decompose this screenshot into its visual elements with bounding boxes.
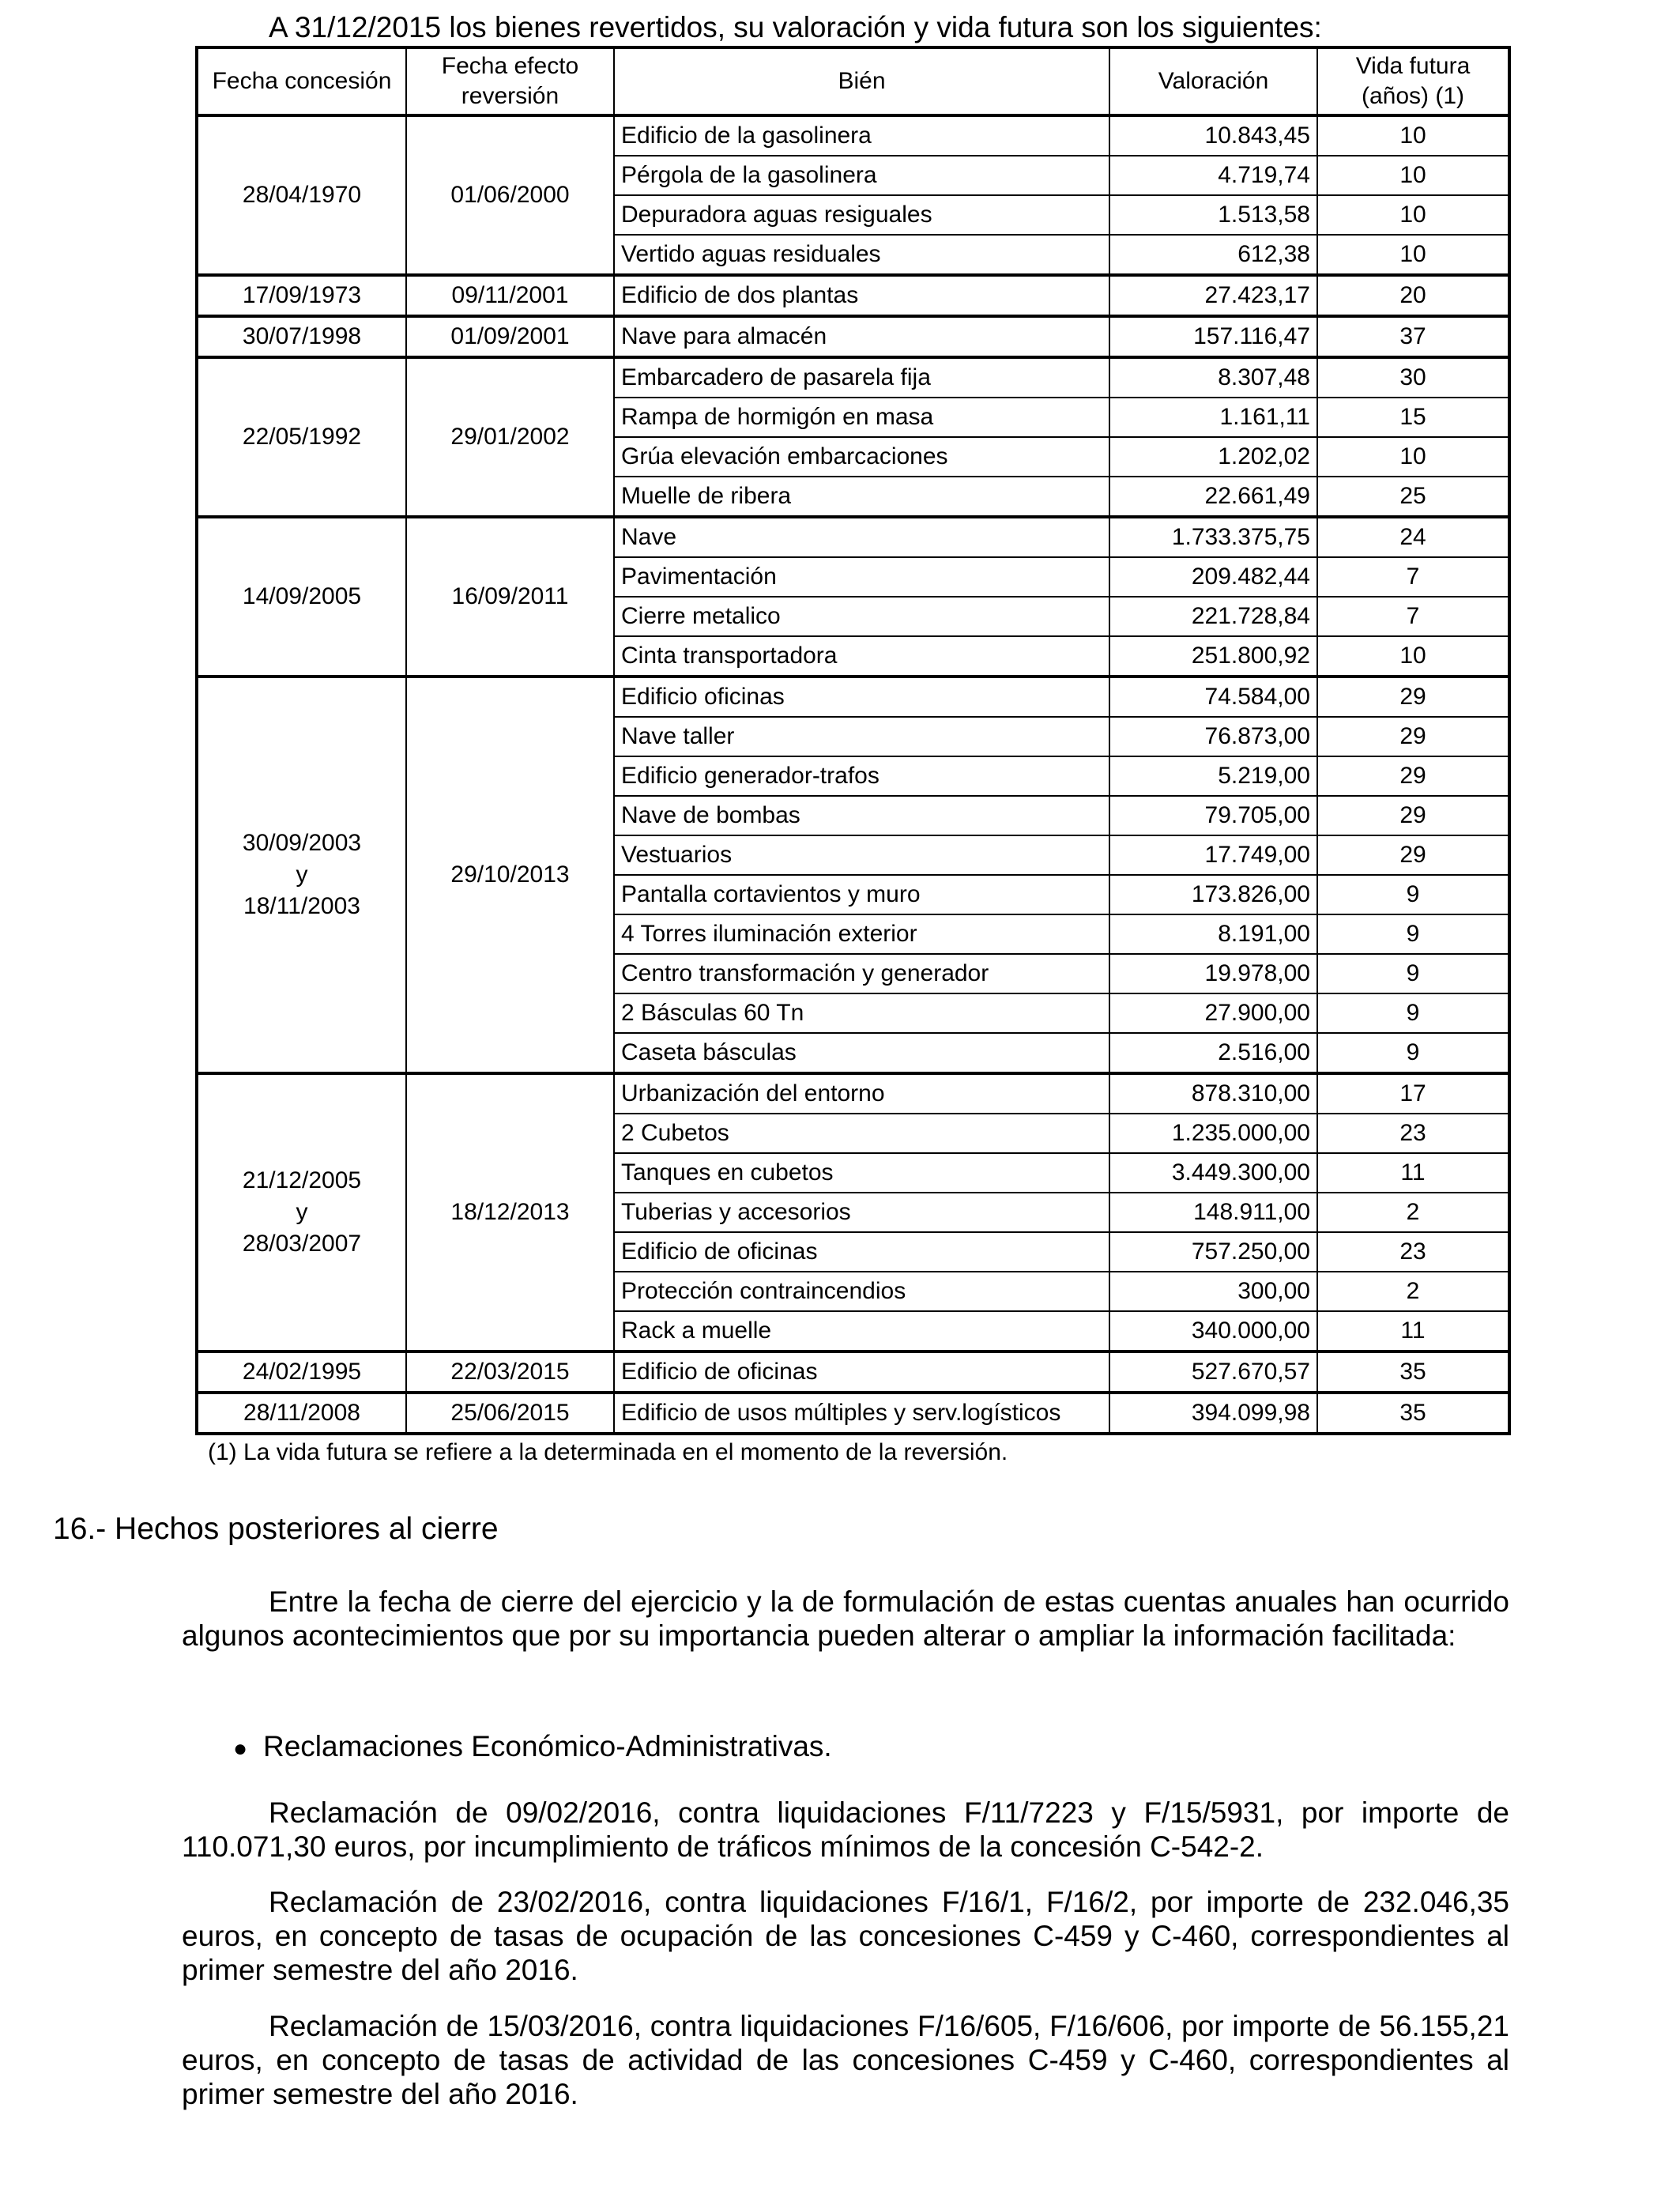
cell-bien: Pantalla cortavientos y muro (614, 875, 1109, 914)
cell-vida-futura: 29 (1317, 835, 1509, 875)
cell-bien: Rack a muelle (614, 1311, 1109, 1351)
table-group (197, 275, 1509, 316)
cell-fecha-efecto: 22/03/2015 (406, 1351, 614, 1393)
cell-fecha-concesion (197, 677, 406, 1073)
cell-fecha-concesion (197, 357, 406, 517)
cell-fecha-efecto: 01/06/2000 (406, 115, 614, 275)
cell-valoracion: 1.513,58 (1109, 195, 1317, 235)
cell-vida-futura: 10 (1317, 195, 1509, 235)
fecha-concesion-line: 17/09/1973 (242, 282, 362, 308)
cell-bien: Nave (614, 517, 1109, 557)
table-group (197, 115, 1509, 275)
cell-bien: Protección contraincendios (614, 1272, 1109, 1311)
cell-valoracion: 221.728,84 (1109, 597, 1317, 636)
cell-bien: Caseta básculas (614, 1033, 1109, 1073)
cell-bien: Edificio oficinas (614, 677, 1109, 717)
cell-vida-futura: 9 (1317, 1033, 1509, 1073)
fecha-concesion-line: 24/02/1995 (242, 1359, 362, 1385)
fecha-concesion-line: 28/03/2007 (242, 1231, 362, 1257)
fecha-concesion-line: 21/12/2005 (242, 1167, 362, 1193)
cell-bien: Edificio generador-trafos (614, 756, 1109, 796)
table-row (197, 517, 1509, 557)
paragraph-reclamacion-3: Reclamación de 15/03/2016, contra liquidaciones F/16/605, F/16/606, por importe de 56.155,21 euros, en concepto de tasas de actividad de las concesiones C-459 y C-460, correspondientes al primer semestre del año 2016. (182, 2010, 1509, 2110)
cell-vida-futura: 10 (1317, 636, 1509, 677)
cell-vida-futura: 15 (1317, 398, 1509, 437)
cell-fecha-concesion (197, 1073, 406, 1351)
cell-valoracion: 1.733.375,75 (1109, 517, 1317, 557)
cell-valoracion: 27.423,17 (1109, 275, 1317, 316)
cell-bien: Centro transformación y generador (614, 954, 1109, 993)
fecha-concesion-line: 30/07/1998 (242, 323, 362, 349)
cell-fecha-efecto: 18/12/2013 (406, 1073, 614, 1351)
cell-bien: Vestuarios (614, 835, 1109, 875)
cell-vida-futura: 37 (1317, 316, 1509, 357)
cell-vida-futura: 11 (1317, 1311, 1509, 1351)
header-fecha-efecto: Fecha efecto reversión (406, 47, 614, 115)
cell-valoracion: 148.911,00 (1109, 1193, 1317, 1232)
table-row (197, 275, 1509, 316)
fecha-concesion-line: 22/05/1992 (242, 424, 362, 450)
cell-valoracion: 251.800,92 (1109, 636, 1317, 677)
cell-vida-futura: 24 (1317, 517, 1509, 557)
intro-text: A 31/12/2015 los bienes revertidos, su valoración y vida futura son los siguientes: (269, 11, 1322, 43)
table-row (197, 316, 1509, 357)
cell-bien: Edificio de dos plantas (614, 275, 1109, 316)
cell-valoracion: 79.705,00 (1109, 796, 1317, 835)
cell-bien: 2 Básculas 60 Tn (614, 993, 1109, 1033)
cell-fecha-efecto: 16/09/2011 (406, 517, 614, 677)
cell-fecha-concesion (197, 517, 406, 677)
paragraph-intro: Entre la fecha de cierre del ejercicio y la de formulación de estas cuentas anuales han ocurrido algunos acontecimientos que por su importancia pueden alterar o ampliar la información facilitada: (182, 1585, 1509, 1652)
cell-bien: Grúa elevación embarcaciones (614, 437, 1109, 477)
cell-valoracion: 340.000,00 (1109, 1311, 1317, 1351)
cell-bien: Edificio de la gasolinera (614, 115, 1109, 156)
cell-vida-futura: 11 (1317, 1153, 1509, 1193)
cell-valoracion: 27.900,00 (1109, 993, 1317, 1033)
cell-bien: Tuberias y accesorios (614, 1193, 1109, 1232)
cell-bien: Cierre metalico (614, 597, 1109, 636)
cell-bien: Pavimentación (614, 557, 1109, 597)
cell-valoracion: 173.826,00 (1109, 875, 1317, 914)
cell-vida-futura: 29 (1317, 717, 1509, 756)
cell-bien: 2 Cubetos (614, 1114, 1109, 1153)
cell-vida-futura: 17 (1317, 1073, 1509, 1114)
cell-valoracion: 878.310,00 (1109, 1073, 1317, 1114)
cell-valoracion: 300,00 (1109, 1272, 1317, 1311)
cell-bien: Urbanización del entorno (614, 1073, 1109, 1114)
cell-bien: Depuradora aguas resiguales (614, 195, 1109, 235)
bullet-text: Reclamaciones Económico-Administrativas. (263, 1730, 832, 1762)
cell-vida-futura: 9 (1317, 875, 1509, 914)
cell-vida-futura: 29 (1317, 677, 1509, 717)
cell-valoracion: 3.449.300,00 (1109, 1153, 1317, 1193)
cell-valoracion: 5.219,00 (1109, 756, 1317, 796)
cell-vida-futura: 29 (1317, 756, 1509, 796)
cell-vida-futura: 9 (1317, 993, 1509, 1033)
cell-valoracion: 4.719,74 (1109, 156, 1317, 195)
cell-valoracion: 74.584,00 (1109, 677, 1317, 717)
cell-fecha-concesion (197, 316, 406, 357)
fecha-concesion-line: 28/04/1970 (242, 182, 362, 208)
header-vida-futura: Vida futura (años) (1) (1317, 47, 1509, 115)
cell-valoracion: 19.978,00 (1109, 954, 1317, 993)
fecha-concesion-line: y (296, 861, 308, 888)
fecha-concesion-line: y (296, 1199, 308, 1225)
table-group (197, 517, 1509, 677)
cell-vida-futura: 10 (1317, 235, 1509, 275)
cell-vida-futura: 10 (1317, 437, 1509, 477)
cell-valoracion: 757.250,00 (1109, 1232, 1317, 1272)
cell-vida-futura: 10 (1317, 115, 1509, 156)
fecha-concesion-line: 18/11/2003 (243, 893, 360, 919)
cell-valoracion: 612,38 (1109, 235, 1317, 275)
cell-vida-futura: 35 (1317, 1351, 1509, 1393)
table-row (197, 1073, 1509, 1114)
table-row (197, 677, 1509, 717)
table-group (197, 1073, 1509, 1351)
fecha-concesion-line: 14/09/2005 (242, 583, 362, 609)
cell-vida-futura: 20 (1317, 275, 1509, 316)
cell-bien: Rampa de hormigón en masa (614, 398, 1109, 437)
cell-vida-futura: 7 (1317, 557, 1509, 597)
cell-vida-futura: 9 (1317, 954, 1509, 993)
paragraph-reclamacion-1: Reclamación de 09/02/2016, contra liquidaciones F/11/7223 y F/15/5931, por importe de 110.071,30 euros, por incumplimiento de tráficos mínimos de la concesión C-542-2. (182, 1796, 1509, 1863)
cell-fecha-concesion (197, 1351, 406, 1393)
table-group (197, 357, 1509, 517)
cell-valoracion: 1.161,11 (1109, 398, 1317, 437)
paragraph-reclamacion-2: Reclamación de 23/02/2016, contra liquidaciones F/16/1, F/16/2, por importe de 232.046,35 euros, en concepto de tasas de ocupación de las concesiones C-459 y C-460, correspondientes al primer semestre del año 2016. (182, 1886, 1509, 1986)
cell-valoracion: 8.191,00 (1109, 914, 1317, 954)
cell-fecha-concesion (197, 115, 406, 275)
cell-valoracion: 527.670,57 (1109, 1351, 1317, 1393)
cell-valoracion: 209.482,44 (1109, 557, 1317, 597)
cell-fecha-efecto: 09/11/2001 (406, 275, 614, 316)
cell-valoracion: 8.307,48 (1109, 357, 1317, 398)
cell-vida-futura: 10 (1317, 156, 1509, 195)
cell-vida-futura: 9 (1317, 914, 1509, 954)
table-group (197, 1393, 1509, 1434)
cell-valoracion: 76.873,00 (1109, 717, 1317, 756)
cell-fecha-efecto: 25/06/2015 (406, 1393, 614, 1434)
table-group (197, 316, 1509, 357)
cell-valoracion: 157.116,47 (1109, 316, 1317, 357)
cell-bien: Nave para almacén (614, 316, 1109, 357)
cell-vida-futura: 2 (1317, 1193, 1509, 1232)
header-fecha-concesion: Fecha concesión (197, 47, 406, 115)
header-bien: Bién (614, 47, 1109, 115)
cell-bien: Cinta transportadora (614, 636, 1109, 677)
cell-valoracion: 394.099,98 (1109, 1393, 1317, 1434)
cell-valoracion: 1.235.000,00 (1109, 1114, 1317, 1153)
header-valoracion: Valoración (1109, 47, 1317, 115)
bullet-item (233, 1727, 832, 1769)
cell-fecha-concesion (197, 275, 406, 316)
table-group (197, 1351, 1509, 1393)
cell-vida-futura: 25 (1317, 477, 1509, 517)
cell-fecha-concesion (197, 1393, 406, 1434)
cell-valoracion: 17.749,00 (1109, 835, 1317, 875)
cell-valoracion: 22.661,49 (1109, 477, 1317, 517)
table-row (197, 1393, 1509, 1434)
table-row (197, 357, 1509, 398)
cell-bien: Muelle de ribera (614, 477, 1109, 517)
footnote: (1) La vida futura se refiere a la determinada en el momento de la reversión. (208, 1439, 1008, 1465)
table-row (197, 115, 1509, 156)
cell-vida-futura: 23 (1317, 1232, 1509, 1272)
cell-valoracion: 10.843,45 (1109, 115, 1317, 156)
cell-bien: Edificio de oficinas (614, 1351, 1109, 1393)
table-header-row (197, 47, 1509, 115)
cell-valoracion: 2.516,00 (1109, 1033, 1317, 1073)
cell-bien: Vertido aguas residuales (614, 235, 1109, 275)
cell-bien: 4 Torres iluminación exterior (614, 914, 1109, 954)
cell-vida-futura: 29 (1317, 796, 1509, 835)
cell-fecha-efecto: 29/10/2013 (406, 677, 614, 1073)
cell-vida-futura: 35 (1317, 1393, 1509, 1434)
cell-fecha-efecto: 01/09/2001 (406, 316, 614, 357)
cell-valoracion: 1.202,02 (1109, 437, 1317, 477)
table-group (197, 677, 1509, 1073)
cell-vida-futura: 23 (1317, 1114, 1509, 1153)
cell-bien: Edificio de oficinas (614, 1232, 1109, 1272)
cell-bien: Tanques en cubetos (614, 1153, 1109, 1193)
cell-vida-futura: 30 (1317, 357, 1509, 398)
cell-bien: Edificio de usos múltiples y serv.logísticos (614, 1393, 1109, 1434)
cell-bien: Nave taller (614, 717, 1109, 756)
cell-bien: Embarcadero de pasarela fija (614, 357, 1109, 398)
bullet-icon: ● (233, 1736, 248, 1762)
cell-bien: Nave de bombas (614, 796, 1109, 835)
cell-vida-futura: 2 (1317, 1272, 1509, 1311)
cell-fecha-efecto: 29/01/2002 (406, 357, 614, 517)
cell-bien: Pérgola de la gasolinera (614, 156, 1109, 195)
cell-vida-futura: 7 (1317, 597, 1509, 636)
table-row (197, 1351, 1509, 1393)
fecha-concesion-line: 28/11/2008 (243, 1400, 360, 1426)
fecha-concesion-line: 30/09/2003 (242, 830, 362, 856)
reverted-assets-table (195, 46, 1511, 1435)
section-title: 16.- Hechos posteriores al cierre (53, 1512, 499, 1546)
